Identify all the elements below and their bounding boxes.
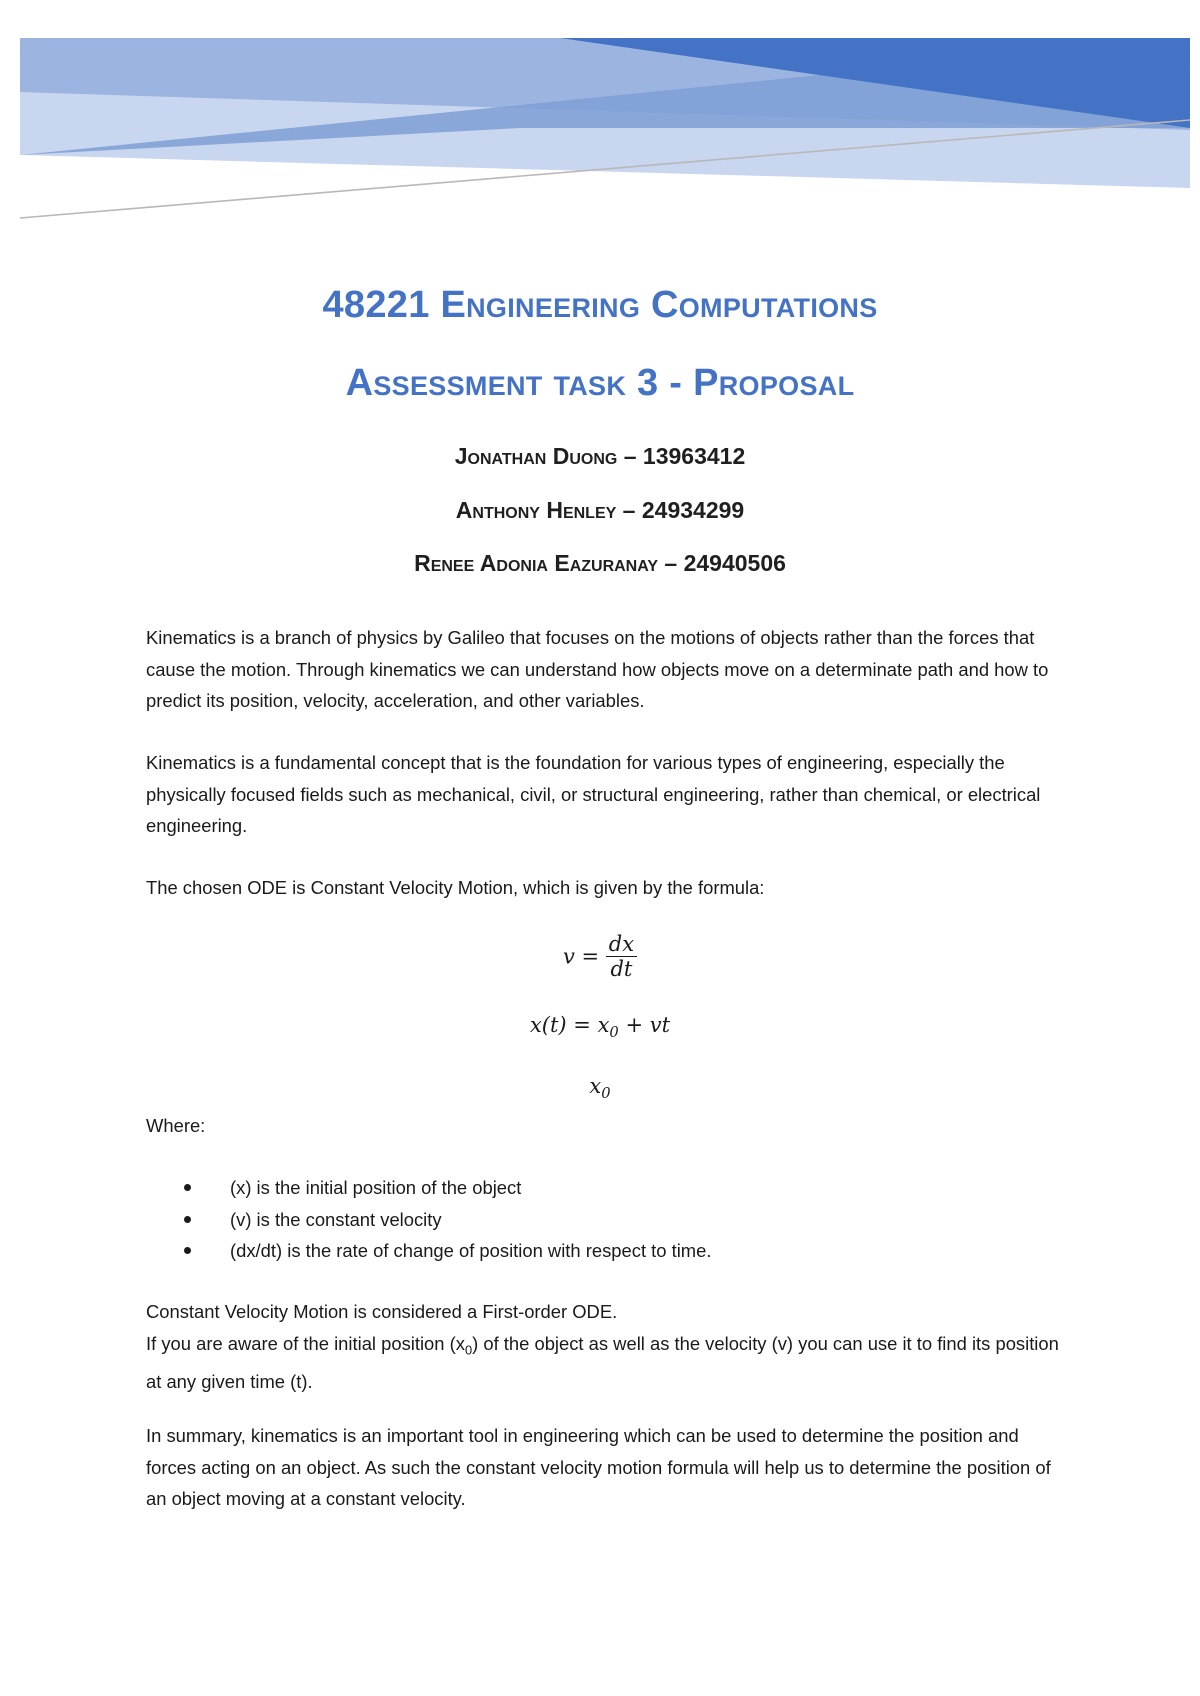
fraction-denominator: dt <box>610 957 633 981</box>
variable-definitions-list <box>146 1172 1046 1267</box>
position-subscript: 0 <box>464 1342 473 1358</box>
equation-part: + vt <box>618 1013 671 1037</box>
fraction-numerator: dx <box>606 932 637 957</box>
equation-lhs: v = <box>562 944 600 969</box>
velocity-equation <box>0 932 1200 981</box>
author-line: Renee Adonia Eazuranay – 24940506 <box>414 550 786 576</box>
document-subtitle: Assessment task 3 - Proposal <box>345 362 855 404</box>
intro-paragraph: Kinematics is a branch of physics by Galileo that focuses on the motions of objects rather than the forces that cause the motion. Through kinematics we can understand how objects move on a determinate path and how to predict its position, velocity, acceleration, and other variables. <box>146 627 1049 711</box>
header-banner-graphic <box>0 0 1200 230</box>
bullet-icon <box>184 1247 191 1254</box>
order-sentence: Constant Velocity Motion is considered a First-order ODE. <box>146 1301 618 1322</box>
equation-subscript: 0 <box>601 1085 611 1103</box>
chosen-ode-paragraph: The chosen ODE is Constant Velocity Motion, which is given by the formula: <box>146 877 765 898</box>
equation-fraction <box>606 932 637 981</box>
list-item-text: (v) is the constant velocity <box>230 1208 442 1230</box>
document-title: 48221 Engineering Computations <box>322 284 878 326</box>
position-sentence-end: ) of the object as well as the velocity (v) you can use it to find its position at any given time (t). <box>146 1332 1059 1392</box>
author-line: Jonathan Duong – 13963412 <box>454 443 746 469</box>
list-item <box>146 1204 1046 1236</box>
order-paragraph <box>146 1296 1066 1397</box>
where-label: Where: <box>146 1115 206 1136</box>
bullet-icon <box>184 1216 191 1223</box>
position-sentence-start: If you are aware of the initial position (x <box>146 1332 465 1354</box>
equation-subscript: 0 <box>609 1024 619 1042</box>
initial-position-symbol <box>0 1074 1200 1102</box>
bullet-icon <box>184 1184 191 1191</box>
list-item <box>146 1172 1046 1204</box>
list-item <box>146 1235 1046 1267</box>
position-equation <box>0 1013 1200 1041</box>
list-item-text: (x) is the initial position of the object <box>230 1177 522 1198</box>
summary-paragraph: In summary, kinematics is an important tool in engineering which can be used to determine the position and forces acting on an object. As such the constant velocity motion formula will help us to determine the position of an object moving at a constant velocity. <box>146 1425 1051 1509</box>
equation-part: x <box>589 1074 602 1098</box>
author-line: Anthony Henley – 24934299 <box>455 497 745 523</box>
equation-part: x(t) = x <box>529 1013 610 1037</box>
foundation-paragraph: Kinematics is a fundamental concept that is the foundation for various types of engineering, especially the physically focused fields such as mechanical, civil, or structural engineering, rather than chemical, or electrical engineering. <box>146 752 1041 836</box>
list-item-text: (dx/dt) is the rate of change of position with respect to time. <box>230 1240 712 1261</box>
